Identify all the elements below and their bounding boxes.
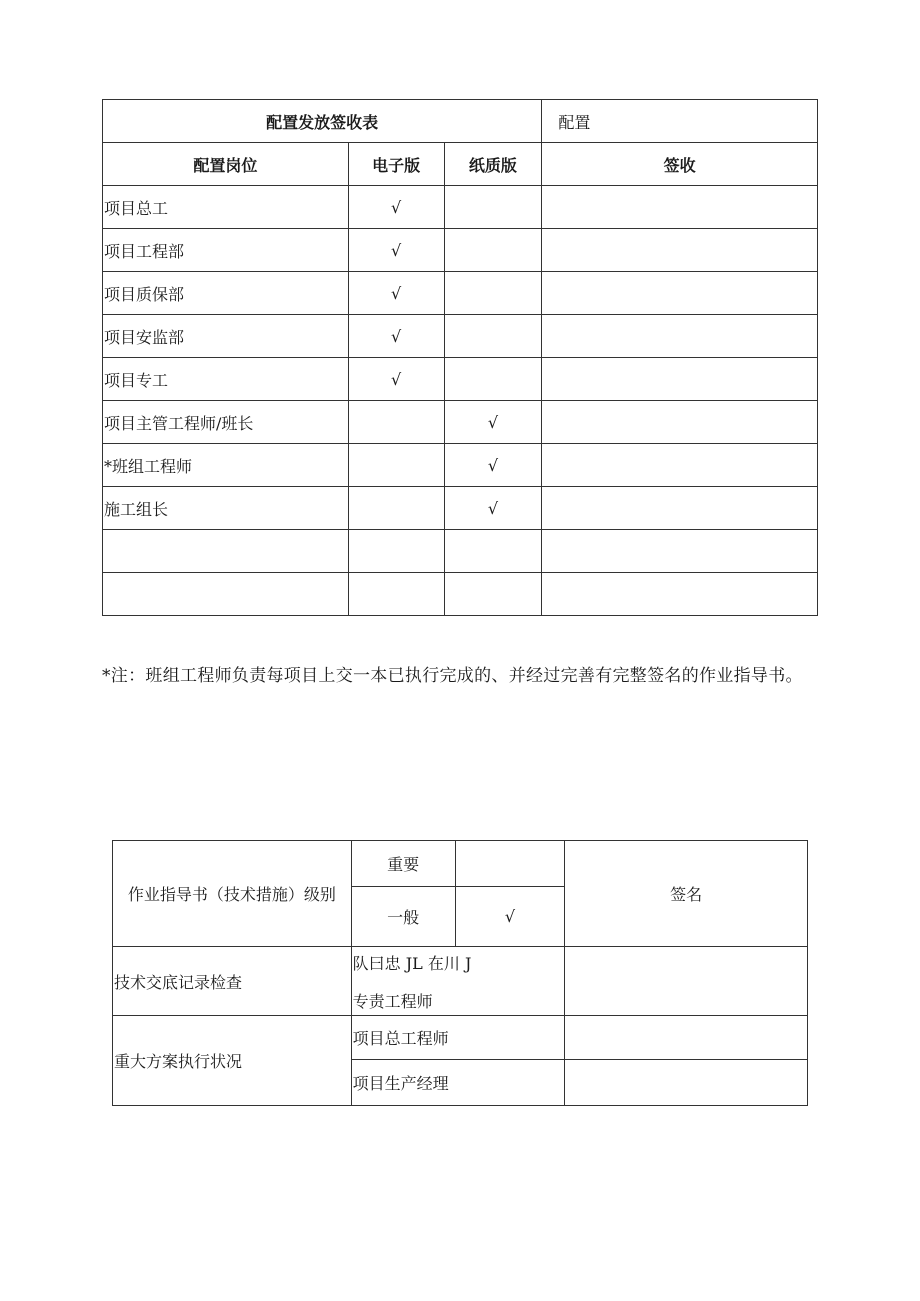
row-position: 施工组长 bbox=[103, 487, 349, 530]
footnote: *注：班组工程师负责每项目上交一本已执行完成的、并经过完善有完整签名的作业指导书。 bbox=[102, 666, 803, 686]
row-sign-cell[interactable] bbox=[542, 358, 818, 401]
row-paper-check: √ bbox=[444, 487, 542, 530]
tech-sign-cell[interactable] bbox=[565, 947, 808, 1016]
row-position: 项目主管工程师/班长 bbox=[103, 401, 349, 444]
table-row bbox=[103, 530, 818, 573]
plan-row-1 bbox=[113, 1016, 808, 1060]
row-electronic-check: √ bbox=[348, 229, 444, 272]
row-paper-check bbox=[444, 358, 542, 401]
table-row bbox=[103, 573, 818, 616]
table-row bbox=[103, 401, 818, 444]
tech-role-line1: 队曰忠 JL 在川 J bbox=[352, 954, 472, 973]
plan-status-label: 重大方案执行状况 bbox=[113, 1016, 352, 1106]
row-sign-cell[interactable] bbox=[542, 401, 818, 444]
row-electronic-check bbox=[348, 573, 444, 616]
level-row-important bbox=[113, 841, 808, 887]
row-sign-cell[interactable] bbox=[542, 272, 818, 315]
table-header-row bbox=[103, 143, 818, 186]
tech-role-cell bbox=[351, 947, 565, 1016]
row-sign-cell[interactable] bbox=[542, 186, 818, 229]
table-row bbox=[103, 487, 818, 530]
table-row bbox=[103, 315, 818, 358]
row-electronic-check: √ bbox=[348, 315, 444, 358]
table-row bbox=[103, 444, 818, 487]
row-paper-check: √ bbox=[444, 401, 542, 444]
table-row bbox=[103, 272, 818, 315]
plan-sign-cell-2[interactable] bbox=[565, 1060, 808, 1106]
row-paper-check bbox=[444, 229, 542, 272]
instruction-level-table bbox=[112, 840, 808, 1106]
tech-check-row bbox=[113, 947, 808, 1016]
distribution-sign-table bbox=[102, 99, 818, 616]
tech-role-line2: 专责工程师 bbox=[352, 992, 433, 1011]
table-title: 配置发放签收表 bbox=[103, 100, 542, 143]
row-paper-check bbox=[444, 186, 542, 229]
table-title-row bbox=[103, 100, 818, 143]
level-important-mark[interactable] bbox=[455, 841, 565, 887]
row-electronic-check bbox=[348, 444, 444, 487]
row-position: 项目安监部 bbox=[103, 315, 349, 358]
tech-check-label: 技术交底记录检查 bbox=[113, 947, 352, 1016]
row-position: 项目工程部 bbox=[103, 229, 349, 272]
row-electronic-check: √ bbox=[348, 186, 444, 229]
row-position bbox=[103, 573, 349, 616]
header-sign: 签收 bbox=[542, 143, 818, 186]
row-electronic-check: √ bbox=[348, 358, 444, 401]
table-row bbox=[103, 229, 818, 272]
row-sign-cell[interactable] bbox=[542, 444, 818, 487]
row-electronic-check bbox=[348, 487, 444, 530]
row-sign-cell[interactable] bbox=[542, 530, 818, 573]
plan-sign-cell-1[interactable] bbox=[565, 1016, 808, 1060]
row-position: *班组工程师 bbox=[103, 444, 349, 487]
row-sign-cell[interactable] bbox=[542, 229, 818, 272]
row-electronic-check bbox=[348, 530, 444, 573]
row-position: 项目总工 bbox=[103, 186, 349, 229]
row-sign-cell[interactable] bbox=[542, 573, 818, 616]
row-position: 项目质保部 bbox=[103, 272, 349, 315]
header-electronic: 电子版 bbox=[348, 143, 444, 186]
level-general-label: 一般 bbox=[351, 887, 455, 947]
row-paper-check bbox=[444, 315, 542, 358]
header-position: 配置岗位 bbox=[103, 143, 349, 186]
table-row bbox=[103, 358, 818, 401]
row-position bbox=[103, 530, 349, 573]
row-paper-check bbox=[444, 573, 542, 616]
row-paper-check: √ bbox=[444, 444, 542, 487]
plan-role-production-manager: 项目生产经理 bbox=[351, 1060, 565, 1106]
table-title-side: 配置 bbox=[542, 100, 818, 143]
table-row bbox=[103, 186, 818, 229]
row-paper-check bbox=[444, 272, 542, 315]
row-sign-cell[interactable] bbox=[542, 487, 818, 530]
level-general-mark[interactable]: √ bbox=[455, 887, 565, 947]
level-important-label: 重要 bbox=[351, 841, 455, 887]
sign-header: 签名 bbox=[565, 841, 808, 947]
row-paper-check bbox=[444, 530, 542, 573]
row-electronic-check: √ bbox=[348, 272, 444, 315]
row-sign-cell[interactable] bbox=[542, 315, 818, 358]
header-paper: 纸质版 bbox=[444, 143, 542, 186]
plan-role-chief-engineer: 项目总工程师 bbox=[351, 1016, 565, 1060]
row-electronic-check bbox=[348, 401, 444, 444]
level-label: 作业指导书（技术措施）级别 bbox=[113, 841, 352, 947]
row-position: 项目专工 bbox=[103, 358, 349, 401]
